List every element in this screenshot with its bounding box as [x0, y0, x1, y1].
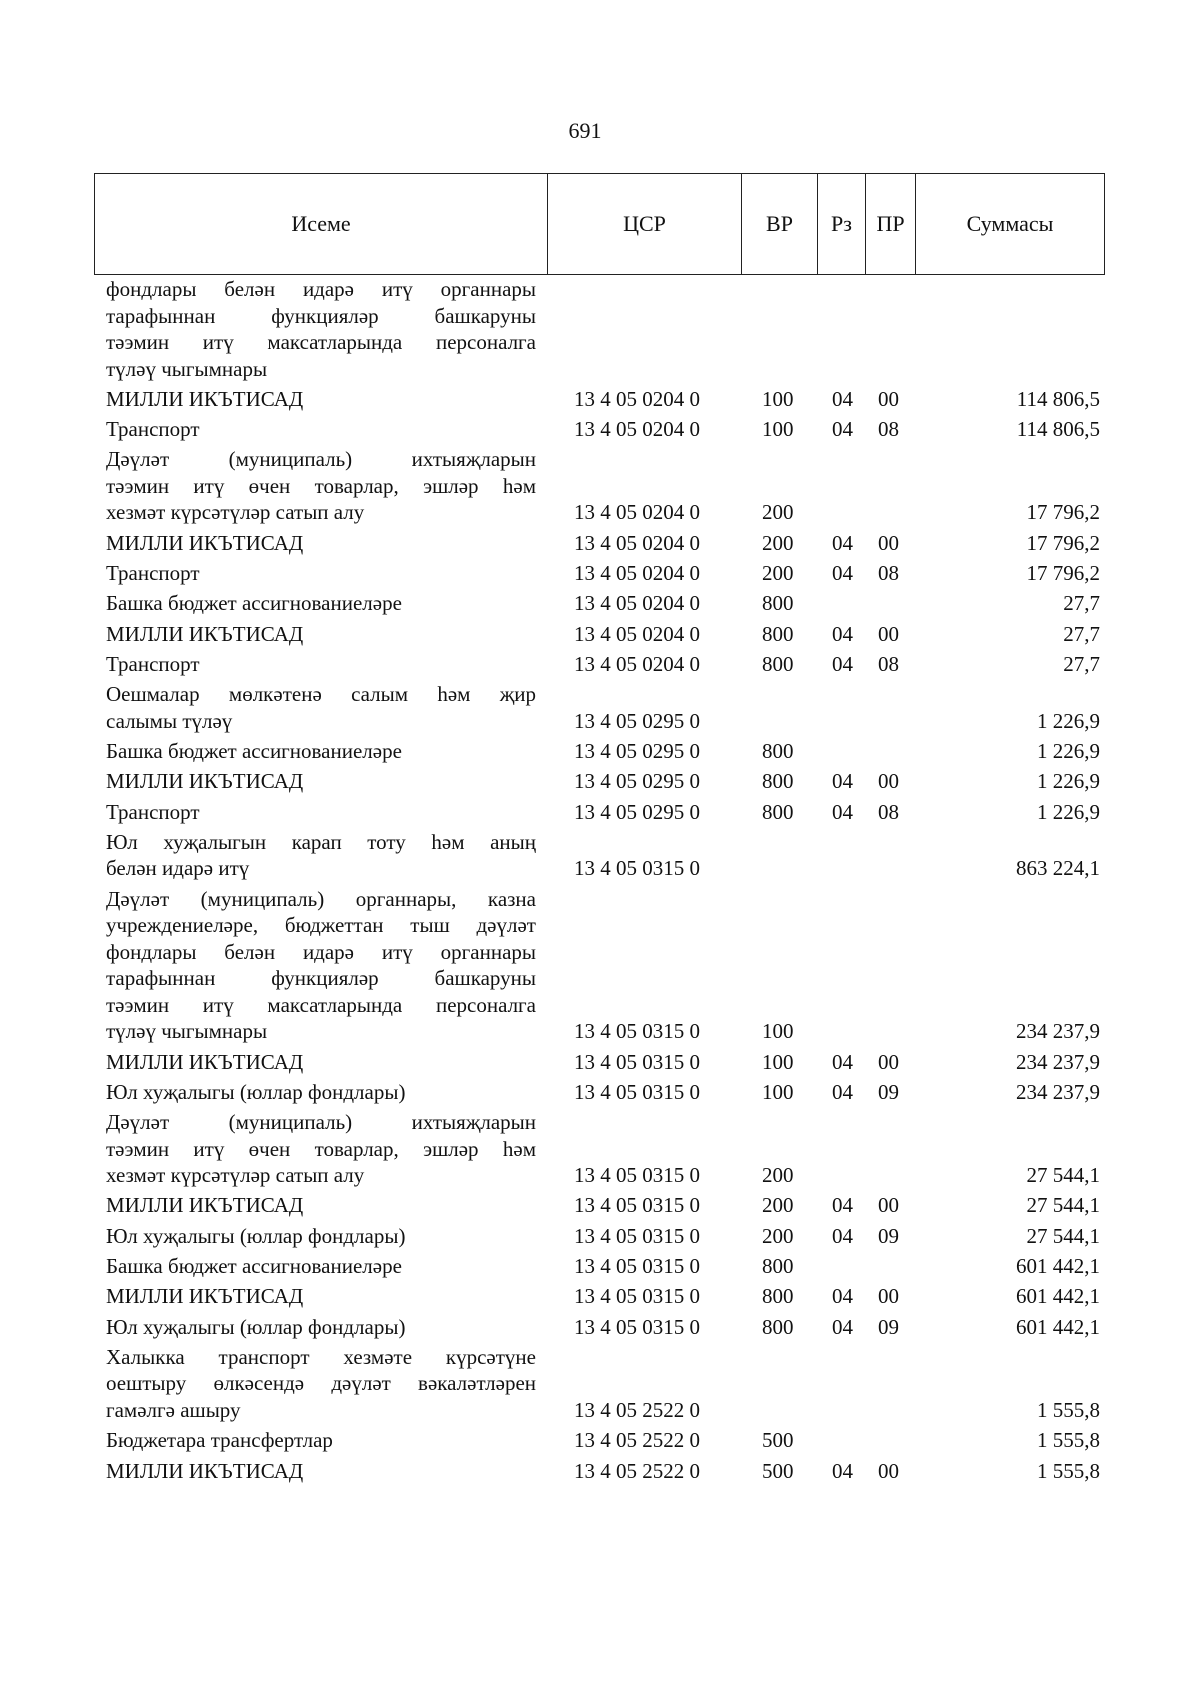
row-vr: 200 — [762, 561, 794, 585]
row-csr: 13 4 05 0204 0 — [574, 500, 700, 525]
row-name-line: Бюджетара трансфертлар — [106, 1428, 333, 1453]
row-csr: 13 4 05 0315 0 — [574, 1079, 700, 1104]
row-vr: 200 — [762, 500, 794, 525]
row-name — [106, 1458, 536, 1485]
table-row — [0, 681, 1200, 734]
row-vr: 200 — [762, 530, 794, 555]
row-name — [106, 1049, 536, 1076]
header-rz: Рз — [818, 174, 866, 275]
row-name — [106, 386, 536, 413]
row-name — [106, 651, 536, 678]
row-rz: 04 — [832, 651, 853, 676]
row-csr: 13 4 05 0315 0 — [574, 1193, 700, 1218]
row-pr: 08 — [878, 651, 899, 676]
row-name — [106, 590, 536, 617]
row-name-line: түләү чыгымнары — [106, 356, 268, 381]
table-row — [0, 1314, 1200, 1341]
row-rz: 04 — [832, 1049, 853, 1074]
row-vr: 800 — [762, 651, 794, 676]
table-row — [0, 621, 1200, 648]
table-row — [0, 590, 1200, 617]
table-row — [0, 1427, 1200, 1454]
row-name-line: Башка бюджет ассигнованиеләре — [106, 739, 402, 763]
row-name-line: түләү чыгымнары — [106, 1019, 268, 1044]
row-vr: 500 — [762, 1458, 794, 1483]
row-pr: 00 — [878, 530, 899, 555]
table-row — [0, 530, 1200, 557]
row-name — [106, 416, 536, 443]
row-vr: 100 — [762, 1079, 794, 1104]
row-rz: 04 — [832, 769, 853, 794]
row-sum: 17 796,2 — [1026, 530, 1100, 555]
row-sum: 27,7 — [1063, 651, 1100, 676]
table-row — [0, 1458, 1200, 1485]
row-pr: 00 — [878, 1193, 899, 1218]
row-name-line: МИЛЛИ ИКЪТИСАД — [106, 530, 304, 555]
row-vr: 200 — [762, 1163, 794, 1188]
table-row — [0, 1223, 1200, 1250]
row-sum: 1 226,9 — [1037, 799, 1100, 824]
row-csr: 13 4 05 0295 0 — [574, 739, 700, 763]
row-name — [106, 886, 536, 1045]
row-pr: 09 — [878, 1079, 899, 1104]
row-name-line: МИЛЛИ ИКЪТИСАД — [106, 1049, 304, 1074]
row-rz: 04 — [832, 1458, 853, 1483]
row-rz: 04 — [832, 1223, 853, 1248]
row-sum: 27,7 — [1063, 591, 1100, 616]
row-csr: 13 4 05 0315 0 — [574, 1049, 700, 1074]
row-sum: 863 224,1 — [1016, 856, 1100, 881]
row-pr: 00 — [878, 769, 899, 794]
header-csr: ЦСР — [548, 174, 742, 275]
table-row — [0, 560, 1200, 587]
row-name — [106, 1109, 536, 1189]
table-row — [0, 446, 1200, 526]
row-name-line: хезмәт күрсәтүләр сатып алу — [106, 1163, 365, 1188]
row-rz: 04 — [832, 621, 853, 646]
row-name — [106, 621, 536, 648]
row-name-line: Транспорт — [106, 561, 200, 585]
table-row — [0, 1192, 1200, 1219]
row-name — [106, 829, 536, 882]
row-vr: 100 — [762, 1019, 794, 1044]
row-csr: 13 4 05 0204 0 — [574, 561, 700, 585]
row-vr: 200 — [762, 1193, 794, 1218]
row-name-line: тәэмин итү максатларында персоналга — [106, 330, 536, 354]
table-row — [0, 651, 1200, 678]
row-name — [106, 1192, 536, 1219]
table-row — [0, 1283, 1200, 1310]
row-pr: 00 — [878, 621, 899, 646]
table-row — [0, 386, 1200, 413]
header-vr: ВР — [742, 174, 818, 275]
row-name-line: Халыкка транспорт хезмәте күрсәтүне — [106, 1344, 536, 1369]
row-name — [106, 1223, 536, 1250]
row-name-line: тарафыннан функцияләр башкаруны — [106, 303, 536, 328]
row-rz: 04 — [832, 386, 853, 411]
row-name — [106, 768, 536, 795]
table-row — [0, 886, 1200, 1045]
row-vr: 100 — [762, 1049, 794, 1074]
row-csr: 13 4 05 0295 0 — [574, 799, 700, 824]
row-rz: 04 — [832, 530, 853, 555]
row-name-line: Транспорт — [106, 417, 200, 442]
row-vr: 800 — [762, 739, 794, 763]
row-vr: 100 — [762, 417, 794, 442]
row-csr: 13 4 05 0315 0 — [574, 1223, 700, 1248]
row-csr: 13 4 05 0204 0 — [574, 417, 700, 442]
row-csr: 13 4 05 0315 0 — [574, 1163, 700, 1188]
row-name-line: гамәлгә ашыру — [106, 1397, 241, 1422]
row-name-line: Юл хуҗалыгын карап тоту һәм аның — [106, 829, 536, 854]
header-pr: ПР — [866, 174, 916, 275]
table-row — [0, 829, 1200, 882]
row-name — [106, 276, 536, 382]
row-name-line: тәэмин итү өчен товарлар, эшләр һәм — [106, 1136, 536, 1161]
row-vr: 200 — [762, 1223, 794, 1248]
row-csr: 13 4 05 0204 0 — [574, 591, 700, 616]
row-sum: 1 555,8 — [1037, 1428, 1100, 1453]
row-sum: 27 544,1 — [1026, 1223, 1100, 1248]
row-name — [106, 681, 536, 734]
row-name-line: тарафыннан функцияләр башкаруны — [106, 966, 536, 991]
row-rz: 04 — [832, 561, 853, 585]
row-sum: 114 806,5 — [1016, 417, 1100, 442]
row-vr: 800 — [762, 769, 794, 794]
row-sum: 234 237,9 — [1016, 1019, 1100, 1044]
row-rz: 04 — [832, 1314, 853, 1339]
row-csr: 13 4 05 0204 0 — [574, 530, 700, 555]
row-name — [106, 560, 536, 587]
row-csr: 13 4 05 2522 0 — [574, 1458, 700, 1483]
row-pr: 09 — [878, 1223, 899, 1248]
row-rz: 04 — [832, 1193, 853, 1218]
row-vr: 800 — [762, 621, 794, 646]
row-sum: 234 237,9 — [1016, 1049, 1100, 1074]
header-sum: Суммасы — [916, 174, 1105, 275]
row-pr: 09 — [878, 1314, 899, 1339]
row-vr: 800 — [762, 591, 794, 616]
row-name — [106, 1314, 536, 1341]
row-sum: 27 544,1 — [1026, 1193, 1100, 1218]
row-csr: 13 4 05 0295 0 — [574, 708, 700, 733]
row-name-line: МИЛЛИ ИКЪТИСАД — [106, 621, 304, 646]
row-sum: 1 555,8 — [1037, 1458, 1100, 1483]
table-row — [0, 738, 1200, 765]
row-name-line: МИЛЛИ ИКЪТИСАД — [106, 1458, 304, 1483]
row-pr: 00 — [878, 1284, 899, 1309]
header-name: Исеме — [95, 174, 548, 275]
row-csr: 13 4 05 2522 0 — [574, 1397, 700, 1422]
row-name — [106, 1079, 536, 1106]
row-name — [106, 799, 536, 826]
row-sum: 601 442,1 — [1016, 1284, 1100, 1309]
row-name-line: МИЛЛИ ИКЪТИСАД — [106, 1193, 304, 1218]
row-name — [106, 446, 536, 526]
row-name-line: МИЛЛИ ИКЪТИСАД — [106, 386, 304, 411]
row-name-line: Дәүләт (муниципаль) ихтыяҗларын — [106, 447, 536, 472]
row-name — [106, 1283, 536, 1310]
row-sum: 17 796,2 — [1026, 561, 1100, 585]
row-pr: 08 — [878, 799, 899, 824]
row-name-line: Оешмалар мөлкәтенә салым һәм җир — [106, 682, 536, 707]
row-vr: 500 — [762, 1428, 794, 1453]
row-sum: 601 442,1 — [1016, 1314, 1100, 1339]
page-number: 691 — [568, 118, 602, 143]
row-name-line: Дәүләт (муниципаль) органнары, казна — [106, 886, 536, 911]
row-csr: 13 4 05 0315 0 — [574, 1019, 700, 1044]
table-row — [0, 799, 1200, 826]
table-row — [0, 1049, 1200, 1076]
row-rz: 04 — [832, 417, 853, 442]
table-header — [94, 173, 1105, 275]
row-sum: 27 544,1 — [1026, 1163, 1100, 1188]
table-row — [0, 416, 1200, 443]
row-name-line: тәэмин итү өчен товарлар, эшләр һәм — [106, 473, 536, 498]
row-name-line: Транспорт — [106, 651, 200, 676]
row-name — [106, 1344, 536, 1424]
table-row — [0, 1109, 1200, 1189]
row-sum: 114 806,5 — [1016, 386, 1100, 411]
row-vr: 800 — [762, 1254, 794, 1278]
table-row — [0, 768, 1200, 795]
row-vr: 100 — [762, 386, 794, 411]
row-vr: 800 — [762, 1314, 794, 1339]
row-name-line: хезмәт күрсәтүләр сатып алу — [106, 500, 365, 525]
row-name-line: фондлары белән идарә итү органнары — [106, 277, 536, 301]
row-name — [106, 1427, 536, 1454]
row-vr: 800 — [762, 799, 794, 824]
row-name-line: Юл хуҗалыгы (юллар фондлары) — [106, 1223, 406, 1248]
row-name-line: салымы түләү — [106, 708, 233, 733]
row-csr: 13 4 05 0315 0 — [574, 1314, 700, 1339]
row-sum: 27,7 — [1063, 621, 1100, 646]
row-sum: 1 226,9 — [1037, 769, 1100, 794]
row-name-line: оештыру өлкәсендә дәүләт вәкаләтләрен — [106, 1371, 536, 1396]
row-sum: 1 226,9 — [1037, 708, 1100, 733]
row-sum: 1 226,9 — [1037, 739, 1100, 763]
row-csr: 13 4 05 0315 0 — [574, 1254, 700, 1278]
row-pr: 00 — [878, 386, 899, 411]
row-name-line: МИЛЛИ ИКЪТИСАД — [106, 769, 304, 794]
row-sum: 17 796,2 — [1026, 500, 1100, 525]
row-csr: 13 4 05 0295 0 — [574, 769, 700, 794]
row-name-line: тәэмин итү максатларында персоналга — [106, 992, 536, 1017]
row-sum: 1 555,8 — [1037, 1397, 1100, 1422]
row-pr: 08 — [878, 561, 899, 585]
row-csr: 13 4 05 0315 0 — [574, 856, 700, 881]
row-name-line: Юл хуҗалыгы (юллар фондлары) — [106, 1314, 406, 1339]
row-name-line: белән идарә итү — [106, 856, 250, 881]
row-sum: 601 442,1 — [1016, 1254, 1100, 1278]
row-csr: 13 4 05 0315 0 — [574, 1284, 700, 1309]
row-name — [106, 530, 536, 557]
row-name-line: фондлары белән идарә итү органнары — [106, 939, 536, 964]
row-vr: 800 — [762, 1284, 794, 1309]
row-rz: 04 — [832, 799, 853, 824]
row-name-line: Башка бюджет ассигнованиеләре — [106, 591, 402, 616]
row-name-line: МИЛЛИ ИКЪТИСАД — [106, 1284, 304, 1309]
table-row — [0, 1079, 1200, 1106]
row-sum: 234 237,9 — [1016, 1079, 1100, 1104]
row-name-line: Башка бюджет ассигнованиеләре — [106, 1254, 402, 1278]
row-pr: 08 — [878, 417, 899, 442]
row-name-line: учреждениеләре, бюджеттан тыш дәүләт — [106, 913, 536, 938]
row-name — [106, 1253, 536, 1280]
row-csr: 13 4 05 0204 0 — [574, 386, 700, 411]
table-row — [0, 276, 1200, 382]
row-name-line: Дәүләт (муниципаль) ихтыяҗларын — [106, 1110, 536, 1135]
row-name — [106, 738, 536, 765]
row-pr: 00 — [878, 1458, 899, 1483]
row-csr: 13 4 05 2522 0 — [574, 1428, 700, 1453]
row-pr: 00 — [878, 1049, 899, 1074]
row-csr: 13 4 05 0204 0 — [574, 651, 700, 676]
row-name-line: Юл хуҗалыгы (юллар фондлары) — [106, 1079, 406, 1104]
table-row — [0, 1344, 1200, 1424]
row-rz: 04 — [832, 1079, 853, 1104]
table-row — [0, 1253, 1200, 1280]
row-rz: 04 — [832, 1284, 853, 1309]
row-name-line: Транспорт — [106, 799, 200, 824]
row-csr: 13 4 05 0204 0 — [574, 621, 700, 646]
